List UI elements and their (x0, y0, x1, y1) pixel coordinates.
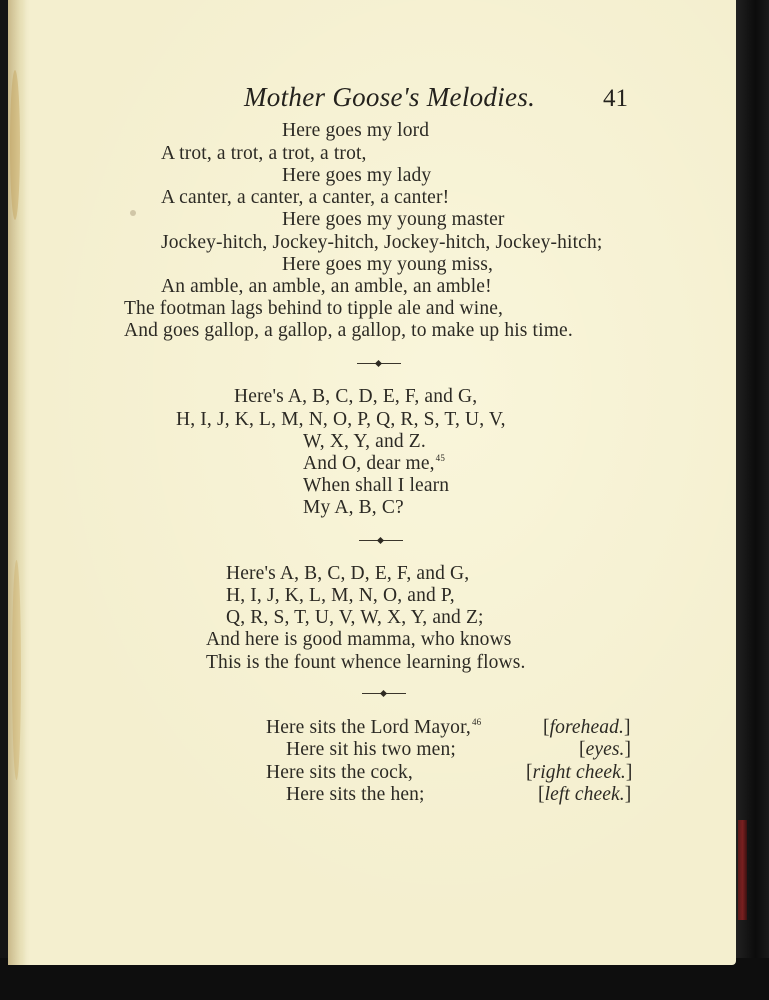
verse-line: Here sit his two men; (286, 739, 456, 760)
page-number: 41 (603, 85, 628, 112)
paper-stain (12, 560, 21, 780)
gesture-note-text: eyes. (585, 739, 625, 760)
verse-line: Here goes my young miss, (282, 254, 494, 275)
section-divider (357, 363, 401, 365)
verse-line: Here goes my lord (282, 120, 430, 141)
verse-line: A canter, a canter, a canter, a canter! (161, 187, 450, 208)
verse-line: A trot, a trot, a trot, a trot, (161, 143, 367, 164)
gesture-note: [eyes.] (579, 739, 632, 760)
footnote-marker: 45 (435, 453, 445, 463)
footnote-marker: 46 (471, 717, 482, 727)
verse-line: And here is good mamma, who knows (206, 629, 512, 650)
gesture-note-text: forehead. (549, 717, 624, 738)
verse-line: The footman lags behind to tipple ale and wine, (124, 298, 504, 319)
verse-line: H, I, J, K, L, M, N, O, and P, (226, 585, 455, 606)
verse-line: Jockey-hitch, Jockey-hitch, Jockey-hitch, Jockey-hitch; (161, 232, 603, 253)
verse-line: Here goes my lady (282, 165, 432, 186)
verse-line: Here sits the cock, (266, 762, 413, 783)
gesture-note-text: left cheek. (544, 784, 625, 805)
verse-text: And O, dear me, (303, 453, 435, 474)
verse-line: When shall I learn (303, 475, 450, 496)
verse-line: Here sits the hen; (286, 784, 425, 805)
book-cover-edge (738, 820, 747, 920)
paper-stain (10, 70, 20, 220)
gesture-note: [left cheek.] (538, 784, 632, 805)
running-header-title: Mother Goose's Melodies. (244, 82, 536, 112)
verse-line: Q, R, S, T, U, V, W, X, Y, and Z; (226, 607, 484, 628)
verse-line: Here's A, B, C, D, E, F, and G, (226, 563, 470, 584)
verse-line (266, 718, 481, 738)
verse-line: H, I, J, K, L, M, N, O, P, Q, R, S, T, U, V, (176, 409, 506, 430)
verse-line: My A, B, C? (303, 497, 404, 518)
gesture-note-text: right cheek. (532, 762, 626, 783)
verse-line: Here's A, B, C, D, E, F, and G, (234, 386, 478, 407)
paper-speck (130, 210, 136, 216)
verse-line: Here goes my young master (282, 209, 505, 230)
verse-line: An amble, an amble, an amble, an amble! (161, 276, 492, 297)
verse-line: W, X, Y, and Z. (303, 431, 426, 452)
gesture-note: [right cheek.] (526, 762, 633, 783)
verse-line (303, 454, 445, 474)
verse-line: This is the fount whence learning flows. (206, 652, 526, 673)
section-divider (359, 540, 403, 542)
gesture-note: [forehead.] (543, 717, 631, 738)
section-divider (362, 693, 406, 695)
verse-line: And goes gallop, a gallop, a gallop, to make up his time. (124, 320, 573, 341)
verse-text: Here sits the Lord Mayor, (266, 717, 471, 738)
